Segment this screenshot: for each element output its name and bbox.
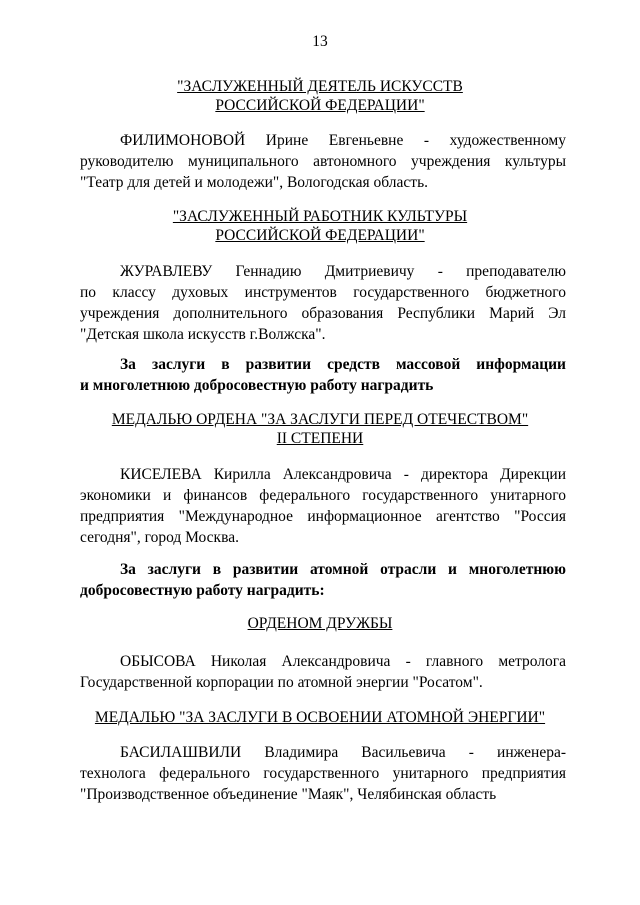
heading-line: "ЗАСЛУЖЕННЫЙ ДЕЯТЕЛЬ ИСКУССТВ — [177, 78, 463, 95]
heading-line: РОССИЙСКОЙ ФЕДЕРАЦИИ" — [215, 97, 425, 114]
heading-line: РОССИЙСКОЙ ФЕДЕРАЦИИ" — [215, 227, 425, 244]
paragraph-body: по классу духовых инструментов государственного бюджетного учреждения дополнительного образования Республики Марий Эл "Детская школа искусств г.Волжска". — [80, 284, 566, 343]
paragraph-first-line: За заслуги в развитии средств массовой информации — [120, 356, 566, 373]
award-heading-medal-atomic-energy — [60, 708, 580, 727]
decree-statement-atomic — [80, 559, 566, 601]
paragraph-body: экономики и финансов федерального государственного унитарного предприятия "Международное информационное агентство "Россия сегодня", город Москва. — [80, 487, 566, 546]
award-heading-honored-culture-worker — [60, 207, 580, 245]
heading-line: МЕДАЛЬЮ "ЗА ЗАСЛУГИ В ОСВОЕНИИ АТОМНОЙ ЭНЕРГИИ" — [94, 709, 546, 726]
recipient-paragraph-filimonova — [80, 130, 566, 193]
paragraph-first-line: ФИЛИМОНОВОЙ Ирине Евгеньевне - художественному — [120, 132, 566, 149]
paragraph-first-line: ЖУРАВЛЕВУ Геннадию Дмитриевичу - преподавателю — [120, 263, 566, 280]
recipient-paragraph-kiselev — [80, 464, 566, 548]
award-heading-medal-order-merit — [60, 410, 580, 448]
paragraph-body: добросовестную работу наградить: — [80, 582, 325, 599]
paragraph-body: Государственной корпорации по атомной энергии "Росатом". — [80, 674, 483, 691]
paragraph-first-line: КИСЕЛЕВА Кирилла Александровича - директора Дирекции — [120, 466, 566, 483]
paragraph-first-line: ОБЫСОВА Николая Александровича - главного метролога — [120, 653, 566, 670]
paragraph-first-line: За заслуги в развитии атомной отрасли и многолетнюю — [120, 561, 566, 578]
recipient-paragraph-basilashvili — [80, 742, 566, 805]
award-heading-order-friendship — [60, 614, 580, 633]
paragraph-body: технолога федерального государственного унитарного предприятия "Производственное объединение "Маяк", Челябинская область — [80, 765, 566, 803]
heading-line: ОРДЕНОМ ДРУЖБЫ — [247, 615, 393, 632]
heading-line: "ЗАСЛУЖЕННЫЙ РАБОТНИК КУЛЬТУРЫ — [172, 208, 468, 225]
page-number: 13 — [312, 33, 328, 50]
heading-line: II СТЕПЕНИ — [276, 430, 364, 447]
paragraph-first-line: БАСИЛАШВИЛИ Владимира Васильевича - инженера- — [120, 744, 566, 761]
recipient-paragraph-obysov — [80, 651, 566, 693]
paragraph-body: и многолетнюю добросовестную работу наградить — [80, 377, 434, 394]
heading-line: МЕДАЛЬЮ ОРДЕНА "ЗА ЗАСЛУГИ ПЕРЕД ОТЕЧЕСТВОМ" — [111, 411, 529, 428]
award-heading-honored-art-worker — [60, 77, 580, 115]
paragraph-body: руководителю муниципального автономного учреждения культуры "Театр для детей и молодежи", Вологодская область. — [80, 153, 566, 191]
recipient-paragraph-zhuravlev — [80, 261, 566, 345]
decree-statement-media — [80, 354, 566, 396]
